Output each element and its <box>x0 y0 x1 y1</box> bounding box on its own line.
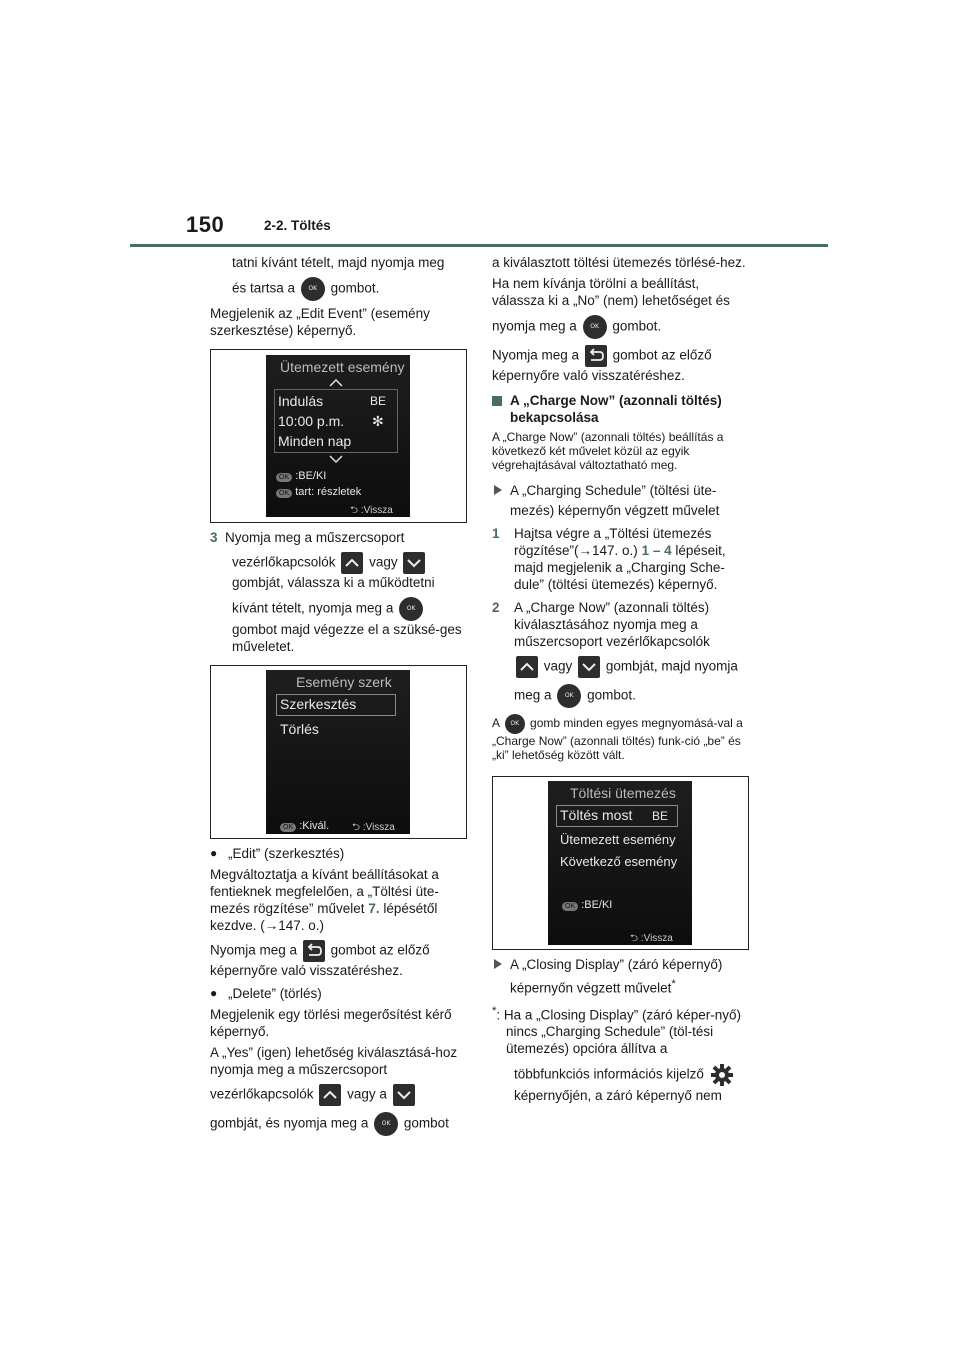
section-title: 2-2. Töltés <box>264 218 331 233</box>
screenshot-charging-schedule <box>492 776 749 950</box>
hint-back: ⮌ :Vissza <box>350 505 393 516</box>
ac-icon: ✻ <box>372 413 384 429</box>
text: gombját, és nyomja meg a OK gombot <box>210 1112 468 1136</box>
ok-button-icon: OK <box>557 684 581 708</box>
chevron-down-icon <box>393 1084 415 1106</box>
page-header <box>130 212 828 246</box>
hint-onoff: OK :BE/KI <box>276 468 326 486</box>
text: Ha nem kívánja törölni a beállítást, válassza ki a „No” (nem) lehetőséget és <box>492 276 730 308</box>
text: Nyomja meg a gombot az előző képernyőre való visszatéréshez. <box>492 345 750 384</box>
text: meg a OK gombot. <box>492 684 750 708</box>
text: Megjelenik az „Edit Event” (esemény szerkesztése) képernyő. <box>210 306 430 338</box>
text: tatni kívánt tételt, majd nyomja meg <box>232 255 445 270</box>
menu-item-charge-now: Töltés most <box>560 807 633 823</box>
menu-item-delete: Törlés <box>280 721 319 737</box>
text: és tartsa a OK gombot. <box>210 277 468 301</box>
step-3: 3 Nyomja meg a műszercsoport <box>210 530 405 545</box>
text: többfunkciós információs kijelző <box>492 1063 750 1087</box>
event-repeat: Minden nap <box>278 433 352 449</box>
ok-button-icon: OK <box>583 315 607 339</box>
subheading-charging-schedule: A „Charging Schedule” (töltési üte- <box>492 482 750 499</box>
event-time: 10:00 p.m. <box>278 413 345 429</box>
screenshot-scheduled-event <box>210 349 467 523</box>
footnote: *: Ha a „Closing Display” (záró képer-nyő) nincs „Charging Schedule” (töl-tési ütemezés) opcióra állítva a <box>492 1004 741 1056</box>
screen-title: Töltési ütemezés <box>570 785 676 801</box>
chevron-down-icon <box>578 656 600 678</box>
event-label: Indulás <box>278 393 324 409</box>
hint-details: OK tart: részletek <box>276 484 361 502</box>
left-column <box>210 254 468 1136</box>
text: gombot majd végezze el a szüksé-ges műveletet. <box>232 622 462 654</box>
chevron-up-icon <box>319 1084 341 1106</box>
chevron-down-icon <box>403 552 425 574</box>
hint-back: ⮌ :Vissza <box>630 933 673 944</box>
text: vezérlőkapcsolók vagy <box>210 552 468 574</box>
text: vezérlőkapcsolók vagy a <box>210 1084 468 1106</box>
text: kívánt tételt, nyomja meg a OK <box>210 597 468 621</box>
menu-item-scheduled: Ütemezett esemény <box>560 832 676 847</box>
text: A „Yes” (igen) lehetőség kiválasztásá-hoz nyomja meg a műszercsoport <box>210 1045 458 1077</box>
text: mezés) képernyőn végzett művelet <box>510 503 720 518</box>
back-arrow-icon <box>585 345 607 367</box>
chevron-up-icon <box>329 379 343 387</box>
header-rule <box>130 244 828 247</box>
chevron-down-icon <box>329 455 343 463</box>
ok-button-icon: OK <box>505 714 525 734</box>
text: Megváltoztatja a kívánt beállításokat a fentieknek megfelelően, a „Töltési üte-mezés rögzítése” művelet 7. lépésétől kezdve. (→147. o.) <box>210 867 439 933</box>
gear-icon <box>710 1063 734 1087</box>
text: Nyomja meg a gombot az előző képernyőre való visszatéréshez. <box>210 940 468 979</box>
menu-item-edit: Szerkesztés <box>280 696 357 712</box>
step-2: 2 A „Charge Now” (azonnali töltés) kiválasztásához nyomja meg a műszercsoport vezérlőkapcsolók <box>492 600 710 649</box>
ok-button-icon: OK <box>399 597 423 621</box>
text: A OK gomb minden egyes megnyomásá-val a „Charge Now” (azonnali töltés) funk-ció „be” és „ki” lehetőség között vált. <box>492 714 750 762</box>
text: képernyőjén, a záró képernyő nem <box>514 1088 722 1103</box>
ok-button-icon: OK <box>374 1112 398 1136</box>
display-screen <box>266 355 410 517</box>
text: vagy gombját, majd nyomja <box>492 656 750 678</box>
right-column <box>492 254 750 1104</box>
charge-now-value: BE <box>652 809 669 823</box>
text: Megjelenik egy törlési megerősítést kérő képernyő. <box>210 1007 452 1039</box>
event-value: BE <box>370 394 387 408</box>
step-1: 1 Hajtsa végre a „Töltési ütemezés rögzítése”(→147. o.) 1 – 4 lépéseit, majd megjelenik a „Charging Sche-dule” (töltési ütemezés) képernyő. <box>492 526 726 592</box>
back-arrow-icon <box>303 940 325 962</box>
menu-item-next-event: Következő esemény <box>560 854 678 869</box>
text: a kiválasztott töltési ütemezés törlésé-hez. <box>492 255 746 270</box>
screenshot-edit-event <box>210 665 467 839</box>
chevron-up-icon <box>341 552 363 574</box>
bullet-delete: ● „Delete” (törlés) <box>210 985 468 1002</box>
display-screen <box>548 781 692 945</box>
screen-title: Ütemezett esemény <box>280 359 405 375</box>
chevron-up-icon <box>516 656 538 678</box>
text: képernyőn végzett művelet* <box>510 978 676 996</box>
hint-onoff: OK :BE/KI <box>562 897 612 915</box>
screen-title: Esemény szerk <box>296 674 392 690</box>
text: gombját, válassza ki a működtetni <box>232 575 435 590</box>
text: nyomja meg a OK gombot. <box>492 315 750 339</box>
page-number: 150 <box>186 212 225 237</box>
display-screen <box>266 670 410 834</box>
ok-button-icon: OK <box>301 277 325 301</box>
subheading-closing-display: A „Closing Display” (záró képernyő) <box>492 956 750 973</box>
bullet-edit: ● „Edit” (szerkesztés) <box>210 845 468 862</box>
text: A „Charge Now” (azonnali töltés) beállítás a következő két művelet közül az egyik végrehajtásával változtatható meg. <box>492 430 724 472</box>
section-heading: A „Charge Now” (azonnali töltés) bekapcsolása <box>492 392 750 426</box>
hint-select: OK :Kivál. <box>280 818 329 836</box>
hint-back: ⮌ :Vissza <box>352 822 395 833</box>
